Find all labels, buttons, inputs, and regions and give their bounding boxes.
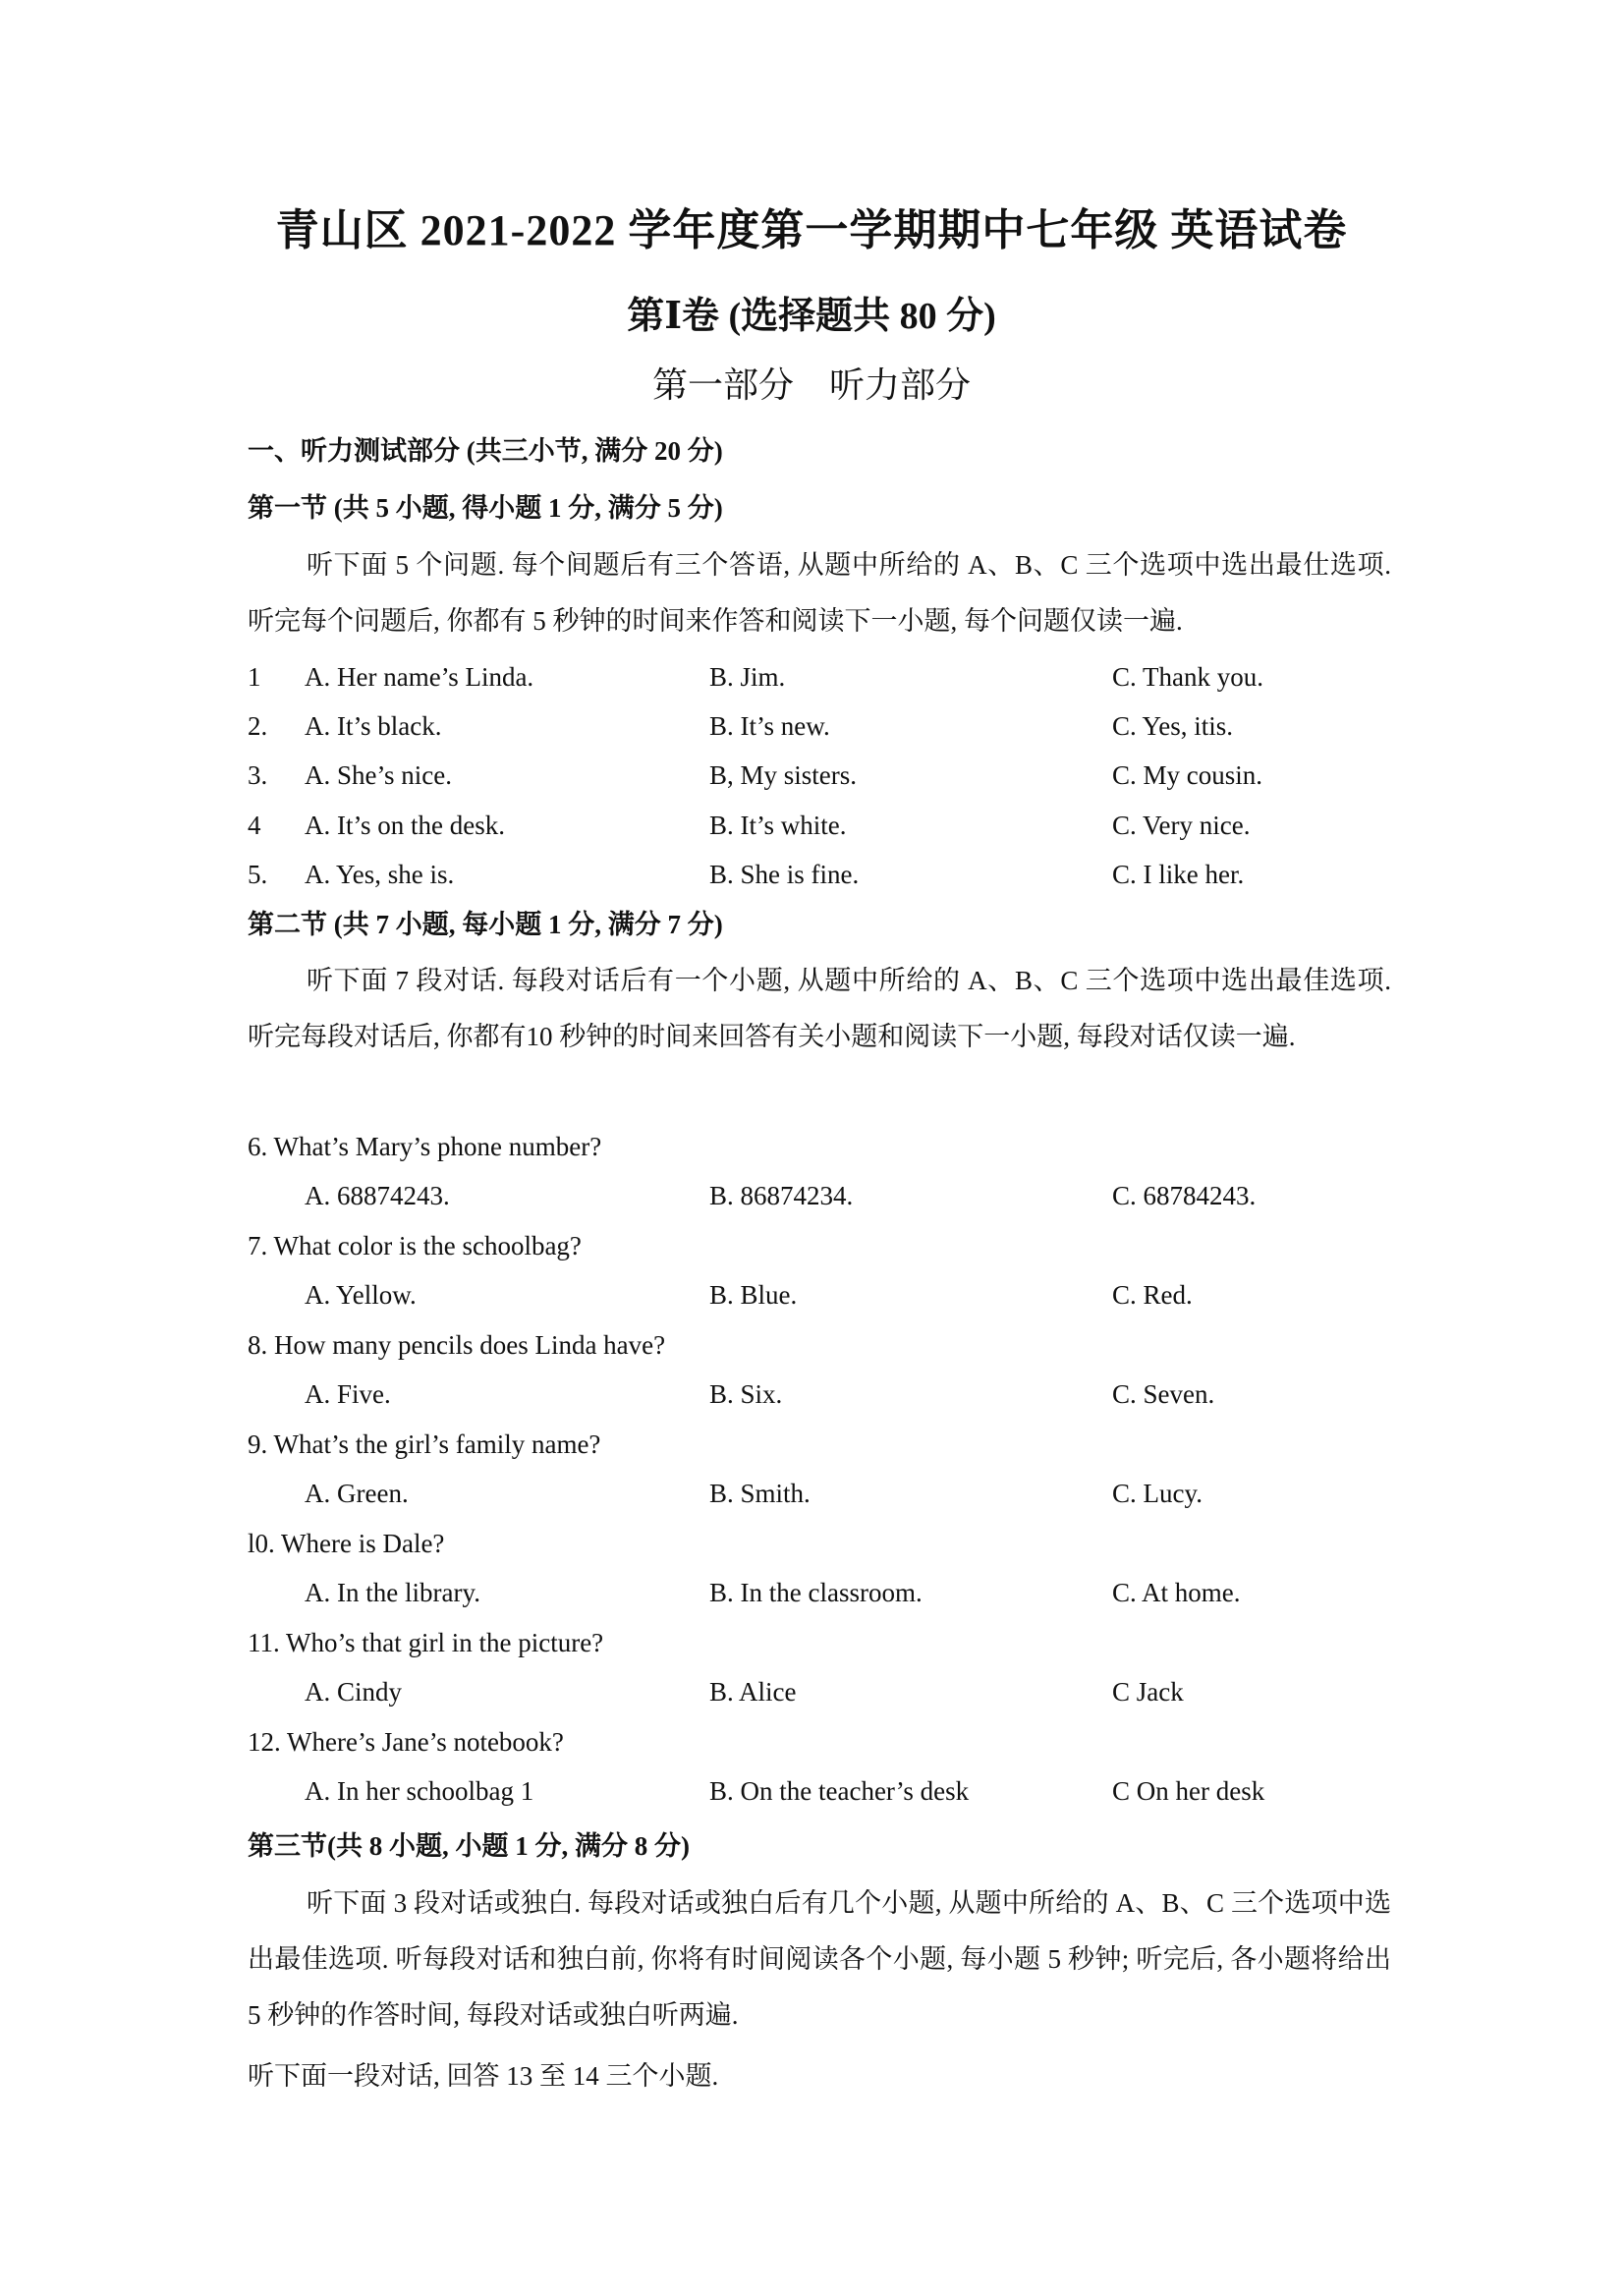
question-row	[248, 660, 1391, 694]
question-row	[248, 709, 1391, 743]
section3-instructions: 听下面 3 段对话或独白. 每段对话或独白后有几个小题, 从题中所给的 A、B、C 三个选项中选出最佳选项. 听每段对话和独白前, 你将有时间阅读各个小题, 每小题 5 秒钟; 听完后, 各小题将给出 5 秒钟的作答时间, 每段对话或独白听两遍.	[248, 1888, 1391, 2030]
option-a: A. Green.	[305, 1479, 409, 1508]
option-c: C. 68784243.	[1112, 1181, 1257, 1210]
option-b: B. On the teacher’s desk	[709, 1776, 970, 1806]
volume-title: 第Ⅰ卷 (选择题共 80 分)	[627, 296, 996, 337]
question-number: 4	[248, 811, 261, 840]
question-text: 8. How many pencils does Linda have?	[248, 1330, 666, 1360]
option-b: B. She is fine.	[709, 860, 860, 889]
question-number: 3.	[248, 760, 268, 790]
option-b: B. In the classroom.	[709, 1578, 923, 1607]
options-row	[248, 1377, 1391, 1411]
option-c: C. Seven.	[1112, 1379, 1215, 1409]
question-text: 6. What’s Mary’s phone number?	[248, 1132, 602, 1161]
option-c: C. Red.	[1112, 1280, 1193, 1310]
section-main-heading: 一、听力测试部分 (共三小节, 满分 20 分)	[248, 436, 723, 466]
question-row	[248, 758, 1391, 792]
question-text: 9. What’s the girl’s family name?	[248, 1429, 601, 1459]
part-title: 第一部分 听力部分	[651, 365, 971, 405]
option-a: A. Five.	[305, 1379, 391, 1409]
option-b: B. Six.	[709, 1379, 783, 1409]
options-row	[248, 1675, 1391, 1708]
option-a: A. Yes, she is.	[305, 860, 455, 889]
option-c: C. Very nice.	[1112, 811, 1251, 840]
section1-heading: 第一节 (共 5 小题, 得小题 1 分, 满分 5 分)	[248, 493, 723, 523]
option-b: B. Smith.	[709, 1479, 811, 1508]
options-row	[248, 1576, 1391, 1609]
question-number: 5.	[248, 860, 268, 889]
option-b: B, My sisters.	[709, 760, 858, 790]
options-row	[248, 1774, 1391, 1808]
question-text: 7. What color is the schoolbag?	[248, 1231, 582, 1260]
option-a: A. Her name’s Linda.	[305, 662, 534, 692]
option-c: C. Lucy.	[1112, 1479, 1203, 1508]
option-c: C. At home.	[1112, 1578, 1241, 1607]
question-text: l0. Where is Dale?	[248, 1529, 445, 1558]
option-b: B. Blue.	[709, 1280, 798, 1310]
question-number: 2.	[248, 711, 268, 741]
section1-instructions: 听下面 5 个问题. 每个间题后有三个答语, 从题中所给的 A、B、C 三个选项中选出最仕选项. 听完每个问题后, 你都有 5 秒钟的时间来作答和阅读下一小题, 每个问题仅读一遍.	[248, 550, 1391, 636]
section3-note: 听下面一段对话, 回答 13 至 14 三个小题.	[248, 2061, 719, 2091]
section3-heading: 第三节(共 8 小题, 小题 1 分, 满分 8 分)	[248, 1831, 690, 1861]
option-a: A. It’s black.	[305, 711, 442, 741]
option-a: A. Cindy	[305, 1677, 403, 1707]
option-c: C. Yes, itis.	[1112, 711, 1234, 741]
option-c: C. I like her.	[1112, 860, 1245, 889]
option-b: B. It’s new.	[709, 711, 830, 741]
question-row	[248, 858, 1391, 891]
option-a: A. In her schoolbag 1	[305, 1776, 534, 1806]
options-row	[248, 1179, 1391, 1212]
option-c: C. My cousin.	[1112, 760, 1263, 790]
option-a: A. In the library.	[305, 1578, 480, 1607]
option-b: B. Alice	[709, 1677, 797, 1707]
options-row	[248, 1477, 1391, 1510]
option-c: C Jack	[1112, 1677, 1184, 1707]
question-row	[248, 809, 1391, 842]
page-title: 青山区 2021-2022 学年度第一学期期中七年级 英语试卷	[275, 206, 1348, 254]
option-c: C. Thank you.	[1112, 662, 1263, 692]
section2-heading: 第二节 (共 7 小题, 每小题 1 分, 满分 7 分)	[248, 910, 723, 939]
question-text: 11. Who’s that girl in the picture?	[248, 1628, 604, 1657]
section2-instructions: 听下面 7 段对话. 每段对话后有一个小题, 从题中所给的 A、B、C 三个选项中选出最佳选项. 听完每段对话后, 你都有10 秒钟的时间来回答有关小题和阅读下一小题, 每段对话仅读一遍.	[248, 966, 1391, 1051]
question-number: 1	[248, 662, 261, 692]
option-a: A. It’s on the desk.	[305, 811, 505, 840]
options-row	[248, 1278, 1391, 1312]
option-a: A. She’s nice.	[305, 760, 452, 790]
option-b: B. Jim.	[709, 662, 786, 692]
option-b: B. 86874234.	[709, 1181, 854, 1210]
question-text: 12. Where’s Jane’s notebook?	[248, 1727, 564, 1757]
option-a: A. Yellow.	[305, 1280, 417, 1310]
option-a: A. 68874243.	[305, 1181, 450, 1210]
option-b: B. It’s white.	[709, 811, 847, 840]
option-c: C On her desk	[1112, 1776, 1265, 1806]
